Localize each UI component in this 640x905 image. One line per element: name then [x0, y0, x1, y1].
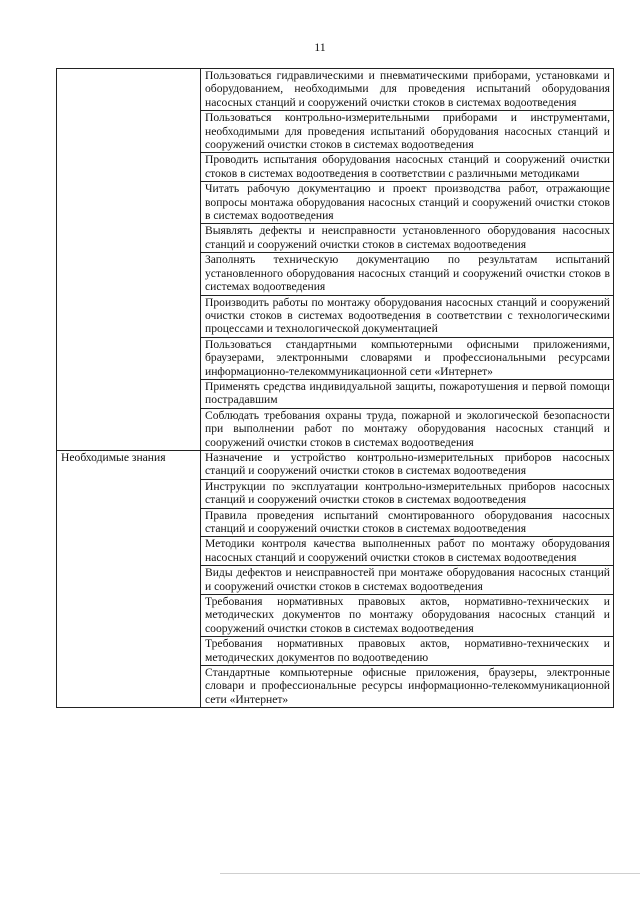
requirements-table	[56, 68, 614, 708]
requirement-item-cell: Назначение и устройство контрольно-измерительных приборов насосных станций и сооружений очистки стоков в системах водоотведения	[201, 450, 614, 479]
table-row	[57, 69, 614, 111]
requirement-item-cell: Соблюдать требования охраны труда, пожарной и экологической безопасности при выполнении работ по монтажу оборудования насосных станций и сооружений очистки стоков в системах водоотведения	[201, 408, 614, 450]
section-heading-cell: Необходимые знания	[57, 450, 201, 707]
requirement-item-cell: Читать рабочую документацию и проект производства работ, отражающие вопросы монтажа оборудования насосных станций и сооружений очистки стоков в системах водоотведения	[201, 182, 614, 224]
table-body	[57, 69, 614, 708]
scan-edge-line	[220, 873, 640, 874]
requirement-item-cell: Правила проведения испытаний смонтированного оборудования насосных станций и сооружений очистки стоков в системах водоотведения	[201, 508, 614, 537]
requirement-item-cell: Выявлять дефекты и неисправности установленного оборудования насосных станций и сооружений очистки стоков в системах водоотведения	[201, 224, 614, 253]
requirement-item-cell: Пользоваться гидравлическими и пневматическими приборами, установками и оборудованием, необходимыми для проведения испытаний оборудования насосных станций и сооружений очистки стоков в системах водоотведения	[201, 69, 614, 111]
requirement-item-cell: Пользоваться стандартными компьютерными офисными приложениями, браузерами, электронными словарями и профессиональными ресурсами информационно-телекоммуникационной сети «Интернет»	[201, 337, 614, 379]
section-heading-cell	[57, 69, 201, 451]
requirement-item-cell: Виды дефектов и неисправностей при монтаже оборудования насосных станций и сооружений очистки стоков в системах водоотведения	[201, 566, 614, 595]
table-row	[57, 450, 614, 479]
requirement-item-cell: Заполнять техническую документацию по результатам испытаний установленного оборудования насосных станций и сооружений очистки стоков в системах водоотведения	[201, 253, 614, 295]
requirement-item-cell: Требования нормативных правовых актов, нормативно-технических и методических документов по водоотведению	[201, 637, 614, 666]
requirement-item-cell: Стандартные компьютерные офисные приложения, браузеры, электронные словари и профессиональные ресурсы информационно-телекоммуникационной сети «Интернет»	[201, 666, 614, 708]
requirement-item-cell: Требования нормативных правовых актов, нормативно-технических и методических документов по монтажу оборудования насосных станций и сооружений очистки стоков в системах водоотведения	[201, 595, 614, 637]
requirement-item-cell: Инструкции по эксплуатации контрольно-измерительных приборов насосных станций и сооружений очистки стоков в системах водоотведения	[201, 479, 614, 508]
page-number: 11	[314, 40, 326, 54]
requirement-item-cell: Проводить испытания оборудования насосных станций и сооружений очистки стоков в системах водоотведения в соответствии с различными методиками	[201, 153, 614, 182]
requirement-item-cell: Производить работы по монтажу оборудования насосных станций и сооружений очистки стоков в системах водоотведения в соответствии с технологическими процессами и технологической документацией	[201, 295, 614, 337]
requirement-item-cell: Применять средства индивидуальной защиты, пожаротушения и первой помощи пострадавшим	[201, 379, 614, 408]
requirement-item-cell: Пользоваться контрольно-измерительными приборами и инструментами, необходимыми для проведения испытаний оборудования насосных станций и сооружений очистки стоков в системах водоотведения	[201, 111, 614, 153]
requirement-item-cell: Методики контроля качества выполненных работ по монтажу оборудования насосных станций и сооружений очистки стоков в системах водоотведения	[201, 537, 614, 566]
